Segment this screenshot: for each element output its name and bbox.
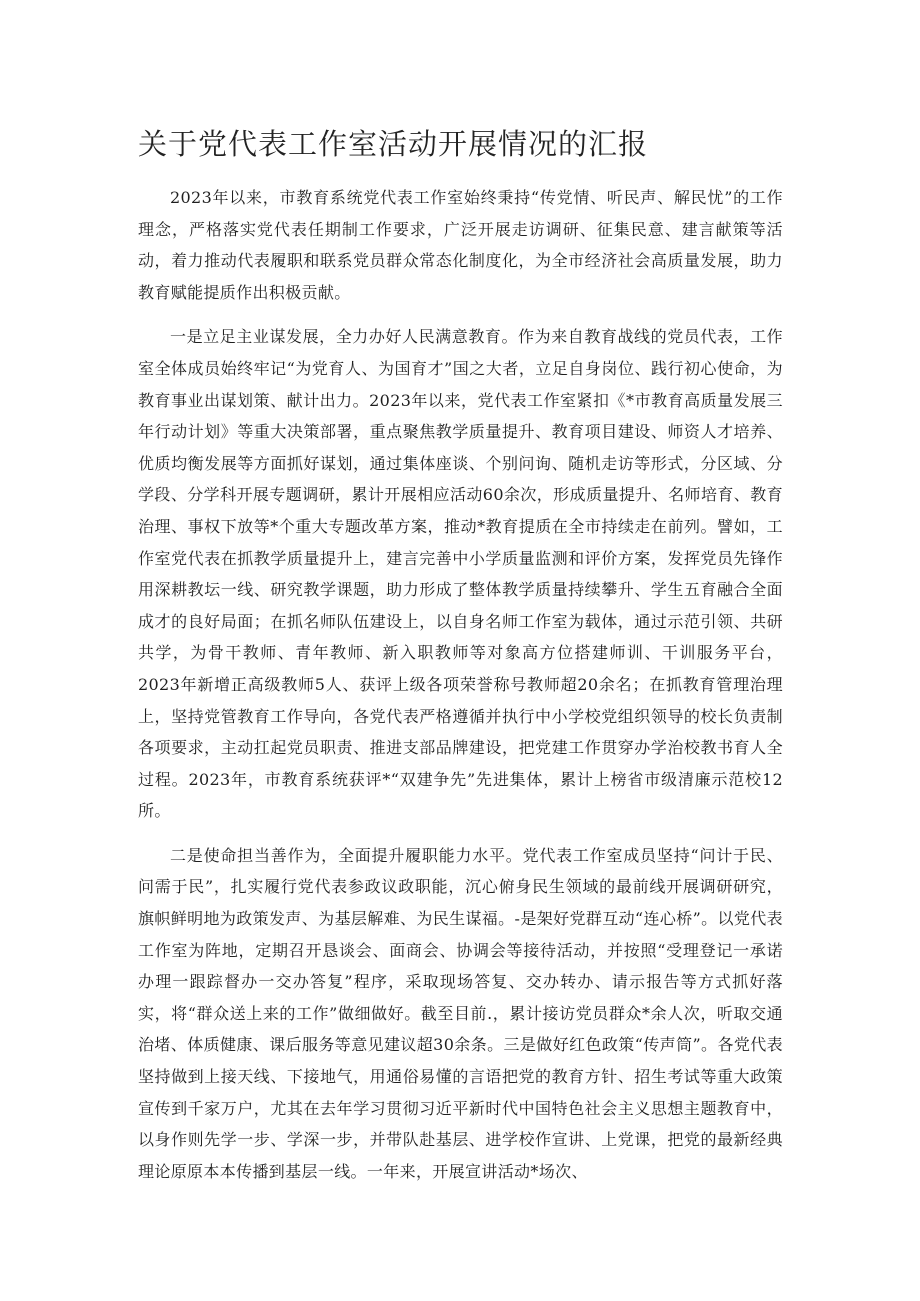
document-body	[138, 182, 783, 1200]
paragraph-intro: 2023年以来，市教育系统党代表工作室始终秉持“传党情、听民声、解民忧”的工作理念，严格落实党代表任期制工作要求，广泛开展走访调研、征集民意、建言献策等活动，着力推动代表履职和联系党员群众常态化制度化，为全市经济社会高质量发展，助力教育赋能提质作出积极贡献。	[138, 188, 783, 302]
document-title: 关于党代表工作室活动开展情况的汇报	[138, 127, 649, 161]
paragraph-section-one: 一是立足主业谋发展，全力办好人民满意教育。作为来自教育战线的党员代表，工作室全体成员始终牢记“为党育人、为国育才”国之大者，立足自身岗位、践行初心使命，为教育事业出谋划策、献计出力。2023年以来，党代表工作室紧扣《*市教育高质量发展三年行动计划》等重大决策部署，重点聚焦教学质量提升、教育项目建设、师资人才培养、优质均衡发展等方面抓好谋划，通过集体座谈、个别问询、随机走访等形式，分区域、分学段、分学科开展专题调研，累计开展相应活动60余次，形成质量提升、名师培育、教育治理、事权下放等*个重大专题改革方案，推动*教育提质在全市持续走在前列。譬如，工作室党代表在抓教学质量提升上，建言完善中小学质量监测和评价方案，发挥党员先锋作用深耕教坛一线、研究教学课题，助力形成了整体教学质量持续攀升、学生五育融合全面成才的良好局面；在抓名师队伍建设上，以自身名师工作室为载体，通过示范引领、共研共学，为骨干教师、青年教师、新入职教师等对象高方位搭建师训、干训服务平台，2023年新增正高级教师5人、获评上级各项荣誉称号教师超20余名；在抓教育管理治理上，坚持党管教育工作导向，各党代表严格遵循并执行中小学校党组织领导的校长负责制各项要求，主动扛起党员职责、推进支部品牌建设，把党建工作贯穿办学治校教书育人全过程。2023年，市教育系统获评*“双建争先”先进集体，累计上榜省市级清廉示范校12所。	[138, 327, 783, 821]
paragraph-section-two: 二是使命担当善作为，全面提升履职能力水平。党代表工作室成员坚持“问计于民、问需于民”，扎实履行党代表参政议政职能，沉心俯身民生领域的最前线开展调研研究，旗帜鲜明地为政策发声、为基层解难、为民生谋福。-是架好党群互动“连心桥”。以党代表工作室为阵地，定期召开恳谈会、面商会、协调会等接待活动，并按照“受理登记一承诺办理一跟踪督办一交办答复”程序，采取现场答复、交办转办、请示报告等方式抓好落实，将“群众送上来的工作”做细做好。截至目前.，累计接访党员群众*余人次，听取交通治堵、体质健康、课后服务等意见建议超30余条。三是做好红色政策“传声筒”。各党代表坚持做到上接天线、下接地气，用通俗易懂的言语把党的教育方针、招生考试等重大政策宣传到千家万户，尤其在去年学习贯彻习近平新时代中国特色社会主义思想主题教育中，以身作则先学一步、学深一步，并带队赴基层、进学校作宣讲、上党课，把党的最新经典理论原原本本传播到基层一线。一年来，开展宣讲活动*场次、	[138, 845, 783, 1181]
